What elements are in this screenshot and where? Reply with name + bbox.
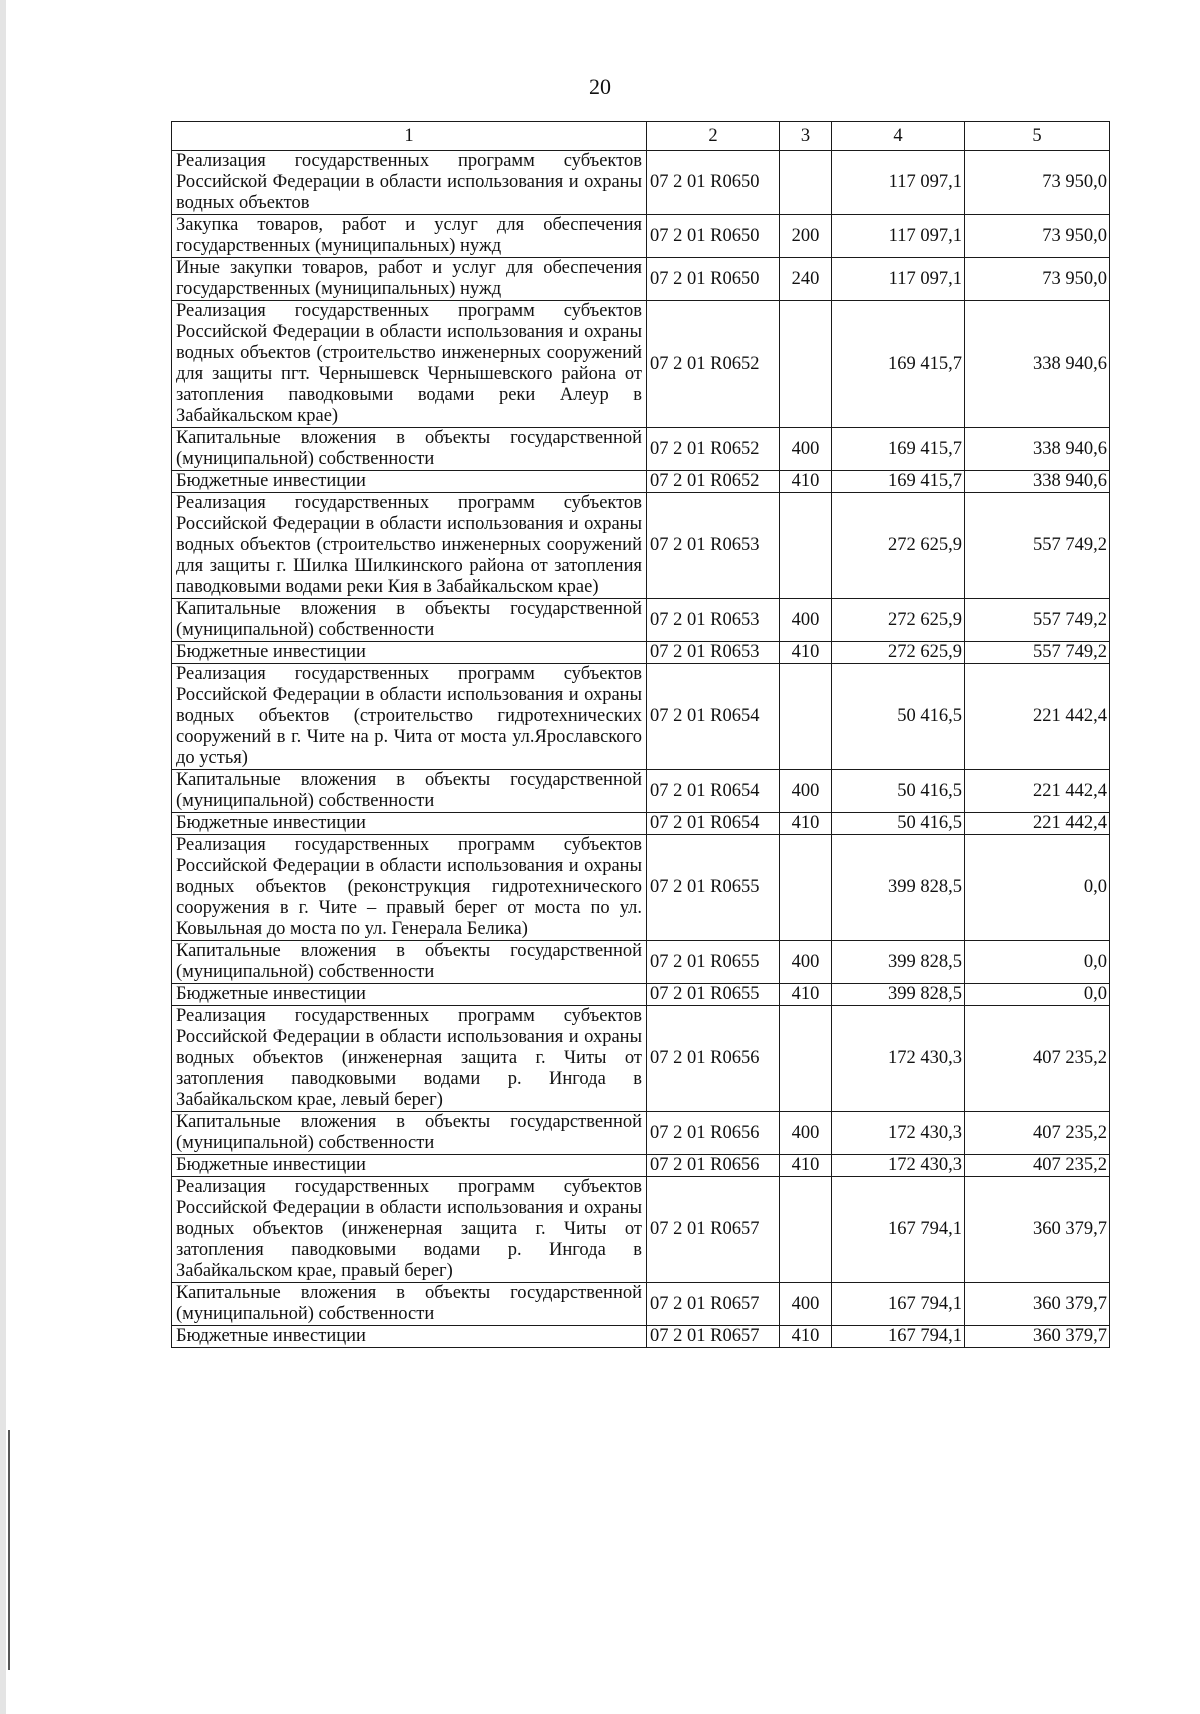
table-row: [172, 1112, 1110, 1155]
expense-name-cell: Капитальные вложения в объекты государственной (муниципальной) собственности: [172, 770, 647, 813]
amount-year-1-cell: 50 416,5: [832, 770, 965, 813]
target-code-cell: 07 2 01 R0653: [647, 642, 780, 664]
amount-year-1-cell: 167 794,1: [832, 1326, 965, 1348]
table-row: [172, 1155, 1110, 1177]
amount-year-1-cell: 172 430,3: [832, 1006, 965, 1112]
target-code-cell: 07 2 01 R0656: [647, 1112, 780, 1155]
target-code-cell: 07 2 01 R0650: [647, 215, 780, 258]
column-header-5: 5: [965, 122, 1110, 151]
table-row: [172, 301, 1110, 428]
expense-type-cell: [780, 493, 832, 599]
table-row: [172, 151, 1110, 215]
amount-year-2-cell: 221 442,4: [965, 664, 1110, 770]
header-row: [172, 122, 1110, 151]
amount-year-1-cell: 50 416,5: [832, 664, 965, 770]
table-row: [172, 1283, 1110, 1326]
table-row: [172, 471, 1110, 493]
amount-year-2-cell: 407 235,2: [965, 1006, 1110, 1112]
target-code-cell: 07 2 01 R0656: [647, 1006, 780, 1112]
amount-year-2-cell: 407 235,2: [965, 1112, 1110, 1155]
target-code-cell: 07 2 01 R0657: [647, 1177, 780, 1283]
table-row: [172, 1006, 1110, 1112]
expense-name-cell: Реализация государственных программ субъектов Российской Федерации в области использования и охраны водных объектов (строительство гидротехнических сооружений в г. Чите на р. Чита от моста ул.Ярославского до устья): [172, 664, 647, 770]
expense-name-cell: Реализация государственных программ субъектов Российской Федерации в области использования и охраны водных объектов (инженерная защита г. Читы от затопления паводковыми водами р. Ингода в Забайкальском крае, правый берег): [172, 1177, 647, 1283]
scan-edge: [0, 0, 6, 1714]
table-row: [172, 428, 1110, 471]
table-row: [172, 258, 1110, 301]
amount-year-2-cell: 221 442,4: [965, 770, 1110, 813]
amount-year-2-cell: 73 950,0: [965, 258, 1110, 301]
amount-year-1-cell: 399 828,5: [832, 984, 965, 1006]
column-header-3: 3: [780, 122, 832, 151]
expense-name-cell: Бюджетные инвестиции: [172, 1326, 647, 1348]
amount-year-2-cell: 338 940,6: [965, 471, 1110, 493]
expense-type-cell: [780, 151, 832, 215]
table-row: [172, 642, 1110, 664]
target-code-cell: 07 2 01 R0655: [647, 984, 780, 1006]
amount-year-2-cell: 557 749,2: [965, 599, 1110, 642]
expense-name-cell: Закупка товаров, работ и услуг для обеспечения государственных (муниципальных) нужд: [172, 215, 647, 258]
table-row: [172, 941, 1110, 984]
expense-type-cell: 410: [780, 1326, 832, 1348]
amount-year-1-cell: 399 828,5: [832, 835, 965, 941]
amount-year-1-cell: 50 416,5: [832, 813, 965, 835]
amount-year-1-cell: 172 430,3: [832, 1112, 965, 1155]
expense-type-cell: 400: [780, 1112, 832, 1155]
amount-year-1-cell: 169 415,7: [832, 471, 965, 493]
amount-year-2-cell: 557 749,2: [965, 642, 1110, 664]
amount-year-1-cell: 167 794,1: [832, 1283, 965, 1326]
expense-name-cell: Реализация государственных программ субъектов Российской Федерации в области использования и охраны водных объектов (инженерная защита г. Читы от затопления паводковыми водами р. Ингода в Забайкальском крае, левый берег): [172, 1006, 647, 1112]
expense-type-cell: 400: [780, 770, 832, 813]
expense-type-cell: 400: [780, 599, 832, 642]
target-code-cell: 07 2 01 R0657: [647, 1326, 780, 1348]
amount-year-1-cell: 169 415,7: [832, 428, 965, 471]
target-code-cell: 07 2 01 R0652: [647, 301, 780, 428]
amount-year-1-cell: 272 625,9: [832, 599, 965, 642]
table-row: [172, 770, 1110, 813]
table-row: [172, 1326, 1110, 1348]
expense-name-cell: Бюджетные инвестиции: [172, 1155, 647, 1177]
amount-year-1-cell: 272 625,9: [832, 493, 965, 599]
expense-name-cell: Бюджетные инвестиции: [172, 471, 647, 493]
expense-name-cell: Капитальные вложения в объекты государственной (муниципальной) собственности: [172, 599, 647, 642]
expense-name-cell: Бюджетные инвестиции: [172, 813, 647, 835]
amount-year-2-cell: 338 940,6: [965, 428, 1110, 471]
expense-name-cell: Реализация государственных программ субъектов Российской Федерации в области использования и охраны водных объектов (реконструкция гидротехнического сооружения в г. Чите – правый берег от моста по ул. Ковыльная до моста по ул. Генерала Белика): [172, 835, 647, 941]
target-code-cell: 07 2 01 R0654: [647, 813, 780, 835]
table-row: [172, 1177, 1110, 1283]
target-code-cell: 07 2 01 R0656: [647, 1155, 780, 1177]
amount-year-2-cell: 73 950,0: [965, 151, 1110, 215]
amount-year-2-cell: 0,0: [965, 835, 1110, 941]
amount-year-1-cell: 272 625,9: [832, 642, 965, 664]
amount-year-1-cell: 169 415,7: [832, 301, 965, 428]
target-code-cell: 07 2 01 R0657: [647, 1283, 780, 1326]
amount-year-1-cell: 172 430,3: [832, 1155, 965, 1177]
amount-year-1-cell: 399 828,5: [832, 941, 965, 984]
expense-type-cell: 410: [780, 984, 832, 1006]
target-code-cell: 07 2 01 R0653: [647, 599, 780, 642]
target-code-cell: 07 2 01 R0652: [647, 471, 780, 493]
column-header-2: 2: [647, 122, 780, 151]
expense-type-cell: 410: [780, 1155, 832, 1177]
expense-type-cell: [780, 1006, 832, 1112]
amount-year-2-cell: 557 749,2: [965, 493, 1110, 599]
amount-year-1-cell: 117 097,1: [832, 215, 965, 258]
table-body: [172, 151, 1110, 1348]
expense-name-cell: Бюджетные инвестиции: [172, 642, 647, 664]
expense-type-cell: 410: [780, 642, 832, 664]
expense-name-cell: Бюджетные инвестиции: [172, 984, 647, 1006]
expense-name-cell: Капитальные вложения в объекты государственной (муниципальной) собственности: [172, 941, 647, 984]
expense-type-cell: 240: [780, 258, 832, 301]
amount-year-2-cell: 221 442,4: [965, 813, 1110, 835]
amount-year-2-cell: 73 950,0: [965, 215, 1110, 258]
target-code-cell: 07 2 01 R0654: [647, 770, 780, 813]
table-header: [172, 122, 1110, 151]
expense-name-cell: Капитальные вложения в объекты государственной (муниципальной) собственности: [172, 1112, 647, 1155]
expense-type-cell: [780, 835, 832, 941]
target-code-cell: 07 2 01 R0653: [647, 493, 780, 599]
amount-year-1-cell: 117 097,1: [832, 151, 965, 215]
page-number: 20: [589, 74, 611, 99]
target-code-cell: 07 2 01 R0655: [647, 941, 780, 984]
amount-year-2-cell: 407 235,2: [965, 1155, 1110, 1177]
expense-type-cell: 400: [780, 428, 832, 471]
amount-year-2-cell: 360 379,7: [965, 1177, 1110, 1283]
expense-type-cell: 400: [780, 1283, 832, 1326]
expense-name-cell: Реализация государственных программ субъектов Российской Федерации в области использования и охраны водных объектов (строительство инженерных сооружений для защиты г. Шилка Шилкинского района от затопления паводковыми водами реки Кия в Забайкальском крае): [172, 493, 647, 599]
column-header-4: 4: [832, 122, 965, 151]
table-row: [172, 813, 1110, 835]
scan-mark: [8, 1430, 10, 1670]
expense-type-cell: [780, 301, 832, 428]
budget-table: [171, 121, 1110, 1348]
table-row: [172, 493, 1110, 599]
target-code-cell: 07 2 01 R0652: [647, 428, 780, 471]
expense-name-cell: Реализация государственных программ субъектов Российской Федерации в области использования и охраны водных объектов: [172, 151, 647, 215]
table-row: [172, 984, 1110, 1006]
table-row: [172, 215, 1110, 258]
amount-year-2-cell: 360 379,7: [965, 1326, 1110, 1348]
table-row: [172, 664, 1110, 770]
column-header-1: 1: [172, 122, 647, 151]
amount-year-2-cell: 0,0: [965, 984, 1110, 1006]
target-code-cell: 07 2 01 R0655: [647, 835, 780, 941]
table-row: [172, 599, 1110, 642]
amount-year-2-cell: 0,0: [965, 941, 1110, 984]
target-code-cell: 07 2 01 R0650: [647, 151, 780, 215]
expense-type-cell: 200: [780, 215, 832, 258]
target-code-cell: 07 2 01 R0650: [647, 258, 780, 301]
expense-type-cell: [780, 664, 832, 770]
expense-type-cell: 410: [780, 471, 832, 493]
expense-name-cell: Капитальные вложения в объекты государственной (муниципальной) собственности: [172, 428, 647, 471]
amount-year-1-cell: 117 097,1: [832, 258, 965, 301]
amount-year-1-cell: 167 794,1: [832, 1177, 965, 1283]
table-row: [172, 835, 1110, 941]
expense-type-cell: [780, 1177, 832, 1283]
expense-type-cell: 410: [780, 813, 832, 835]
target-code-cell: 07 2 01 R0654: [647, 664, 780, 770]
expense-name-cell: Иные закупки товаров, работ и услуг для обеспечения государственных (муниципальных) нужд: [172, 258, 647, 301]
expense-type-cell: 400: [780, 941, 832, 984]
expense-name-cell: Реализация государственных программ субъектов Российской Федерации в области использования и охраны водных объектов (строительство инженерных сооружений для защиты пгт. Чернышевск Чернышевского района от затопления паводковыми водами реки Алеур в Забайкальском крае): [172, 301, 647, 428]
amount-year-2-cell: 338 940,6: [965, 301, 1110, 428]
expense-name-cell: Капитальные вложения в объекты государственной (муниципальной) собственности: [172, 1283, 647, 1326]
amount-year-2-cell: 360 379,7: [965, 1283, 1110, 1326]
